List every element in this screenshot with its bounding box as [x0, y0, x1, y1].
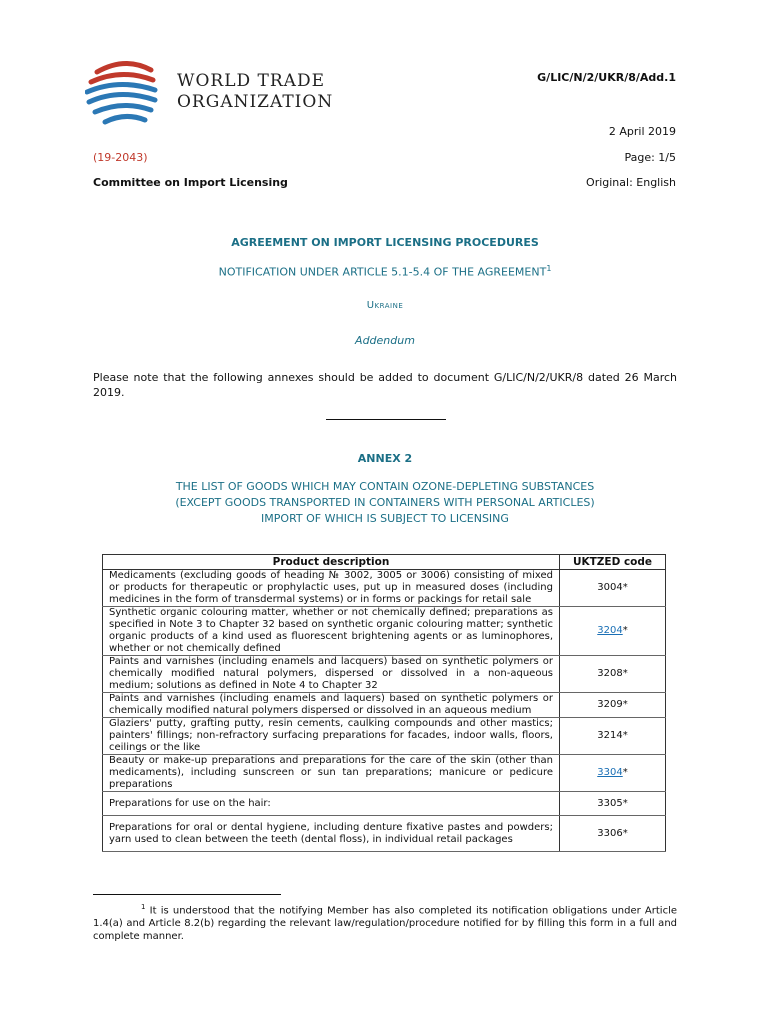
footnote — [93, 901, 677, 943]
org-name-line2: ORGANIZATION — [177, 92, 334, 112]
uktzed-code-link[interactable]: 3304 — [597, 767, 623, 778]
table-row — [103, 816, 666, 852]
table-row — [103, 656, 666, 693]
section-divider — [326, 419, 446, 420]
product-description: Paints and varnishes (including enamels and lacquers) based on synthetic polymers or chemically modified natural polymers, dispersed or dissolved in a non-aqueous medium; solutions as defined in Note 4 to Chapter 32 — [103, 656, 560, 693]
committee-name: Committee on Import Licensing — [93, 176, 288, 189]
goods-table-body — [103, 570, 666, 852]
intro-paragraph: Please note that the following annexes should be added to document G/LIC/N/2/UKR/8 dated 26 March 2019. — [93, 371, 677, 399]
uktzed-code: 3209* — [560, 693, 666, 718]
code-suffix: * — [622, 767, 628, 778]
country-name: Ukraine — [366, 300, 404, 311]
product-description: Beauty or make-up preparations and preparations for the care of the skin (other than medicaments), including sunscreen or sun tan preparations; manicure or pedicure preparations — [103, 755, 560, 792]
uktzed-code: 3306* — [560, 816, 666, 852]
uktzed-code: 3208* — [560, 656, 666, 693]
annex-subtitle-line2: (EXCEPT GOODS TRANSPORTED IN CONTAINERS WITH PERSONAL ARTICLES) — [175, 496, 595, 509]
original-language: Original: English — [586, 176, 676, 189]
uktzed-code — [560, 607, 666, 656]
column-header-code: UKTZED code — [560, 555, 666, 570]
uktzed-code: 3004* — [560, 570, 666, 607]
table-row — [103, 792, 666, 816]
annex-heading: ANNEX 2 — [357, 452, 413, 465]
column-header-description: Product description — [103, 555, 560, 570]
goods-table — [102, 554, 666, 852]
annex-subtitle — [93, 479, 677, 527]
footnote-text: It is understood that the notifying Member has also completed its notification obligations under Article 1.4(a) and Article 8.2(b) regarding the relevant law/regulation/procedure notified for by filling this form in a full and complete manner. — [93, 905, 678, 943]
notification-title-text: NOTIFICATION UNDER ARTICLE 5.1-5.4 OF THE AGREEMENT — [218, 265, 547, 279]
annex-subtitle-line1: THE LIST OF GOODS WHICH MAY CONTAIN OZONE-DEPLETING SUBSTANCES — [175, 480, 595, 493]
uktzed-code-link[interactable]: 3204 — [597, 625, 623, 636]
annex-subtitle-line3: IMPORT OF WHICH IS SUBJECT TO LICENSING — [261, 512, 509, 525]
uktzed-code: 3305* — [560, 792, 666, 816]
wto-logo — [85, 58, 335, 130]
footnote-divider — [93, 894, 281, 895]
code-suffix: * — [622, 625, 628, 636]
table-row — [103, 570, 666, 607]
document-symbol: G/LIC/N/2/UKR/8/Add.1 — [537, 71, 676, 84]
product-description: Preparations for use on the hair: — [103, 792, 560, 816]
product-description: Preparations for oral or dental hygiene, including denture fixative pastes and powders; yarn used to clean between the teeth (dental floss), in individual retail packages — [103, 816, 560, 852]
notification-title — [93, 264, 677, 279]
product-description: Paints and varnishes (including enamels and laquers) based on synthetic polymers or chemically modified natural polymers dispersed or dissolved in an aqueous medium — [103, 693, 560, 718]
addendum-label: Addendum — [355, 334, 415, 347]
uktzed-code — [560, 755, 666, 792]
agreement-title: AGREEMENT ON IMPORT LICENSING PROCEDURES — [231, 236, 539, 249]
footnote-ref[interactable]: 1 — [546, 264, 552, 273]
table-header-row — [103, 555, 666, 570]
table-row — [103, 755, 666, 792]
product-description: Glaziers' putty, grafting putty, resin cements, caulking compounds and other mastics; painters' fillings; non-refractory surfacing preparations for facades, indoor walls, floors, ceilings or the like — [103, 718, 560, 755]
job-number: (19-2043) — [93, 151, 148, 164]
table-row — [103, 693, 666, 718]
table-row — [103, 718, 666, 755]
document-date: 2 April 2019 — [608, 125, 676, 138]
page-number: Page: 1/5 — [624, 151, 676, 164]
org-name-line1: WORLD TRADE — [177, 71, 325, 91]
wto-logo-icon — [85, 58, 165, 130]
uktzed-code: 3214* — [560, 718, 666, 755]
product-description: Medicaments (excluding goods of heading № 3002, 3005 or 3006) consisting of mixed or products for therapeutic or prophylactic uses, put up in measured doses (including medicines in the form of transdermal systems) or in forms or packings for retail sale — [103, 570, 560, 607]
table-row — [103, 607, 666, 656]
footnote-mark: 1 — [141, 903, 146, 911]
product-description: Synthetic organic colouring matter, whether or not chemically defined; preparations as specified in Note 3 to Chapter 32 based on synthetic organic colouring matter; synthetic organic products of a kind used as fluorescent brightening agents or as luminophores, whether or not chemically defined — [103, 607, 560, 656]
